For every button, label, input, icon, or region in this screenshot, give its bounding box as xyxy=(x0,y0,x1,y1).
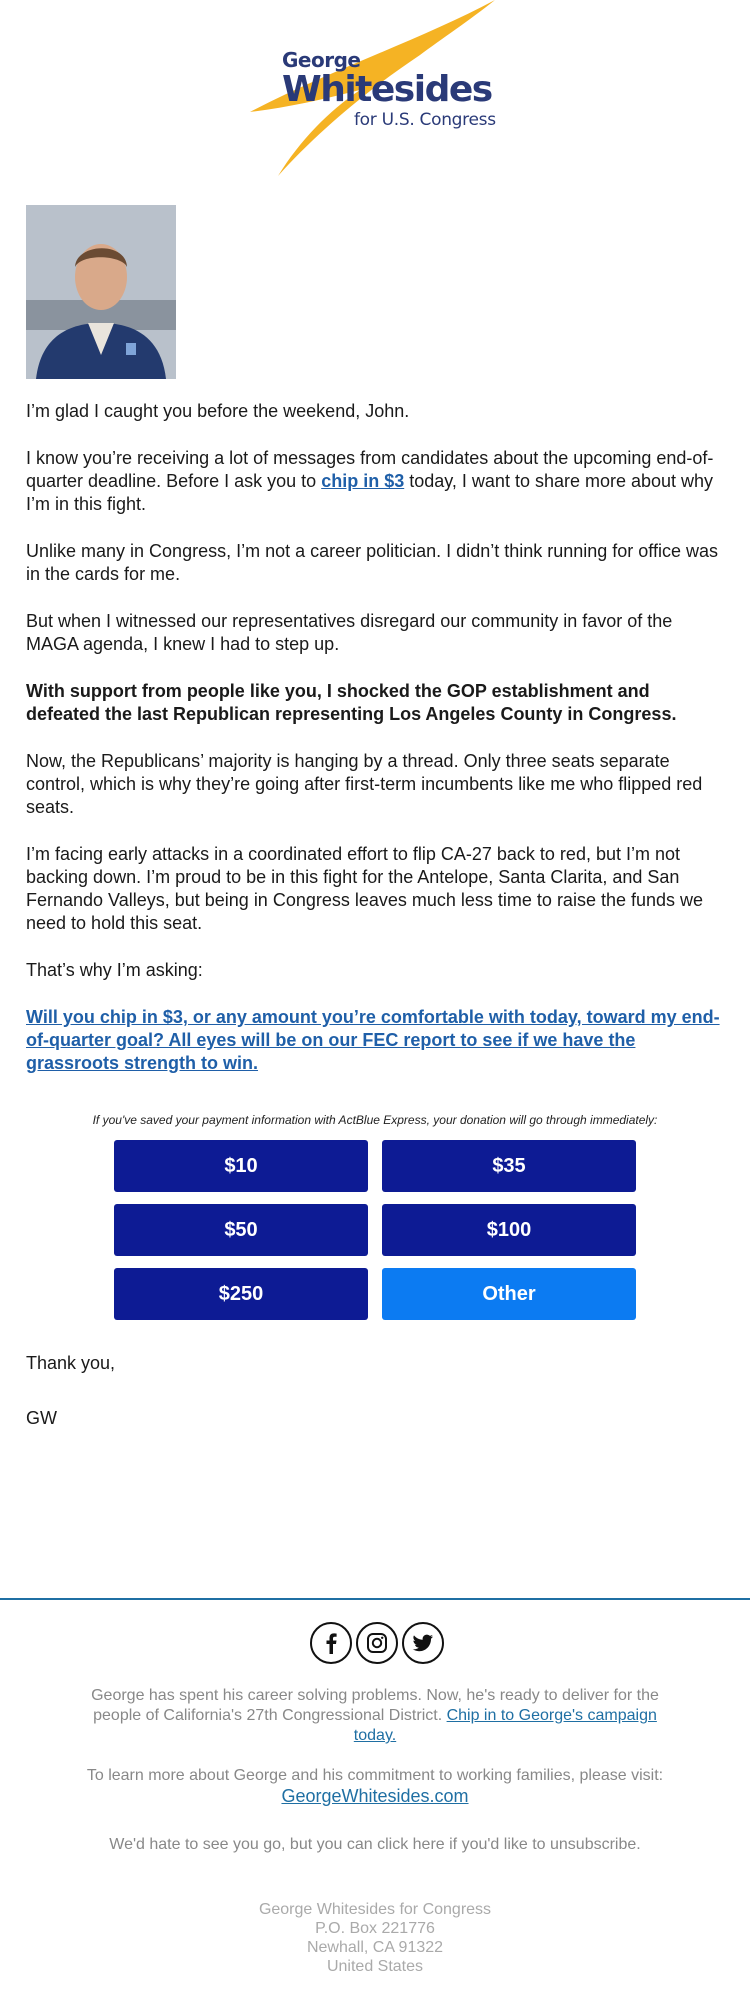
chip-in-link[interactable]: chip in $3 xyxy=(321,471,405,491)
thank-you-text: Thank you, xyxy=(26,1353,116,1373)
ask-donate-link[interactable]: Will you chip in $3, or any amount you’re comfortable with today, toward my end-of-quarter goal? All eyes will be on our FEC report to see if we have the grassroots strength to win. xyxy=(26,1007,720,1073)
majority-paragraph: Now, the Republicans’ majority is hanging by a thread. Only three seats separate control, which is why they’re going after first-term incumbents like me who flipped red seats. xyxy=(26,751,703,817)
campaign-logo[interactable] xyxy=(0,0,750,180)
instagram-icon[interactable] xyxy=(356,1622,398,1664)
mailing-address xyxy=(80,1900,670,1976)
learn-more-text: To learn more about George and his commitment to working families, please visit: xyxy=(86,1767,664,1784)
address-line: United States xyxy=(326,1958,424,1975)
logo-last-name: Whitesides xyxy=(282,69,492,110)
footer-blurb xyxy=(80,1686,670,1746)
donate-50-button[interactable]: $50 xyxy=(114,1204,368,1256)
donate-35-button[interactable]: $35 xyxy=(382,1140,636,1192)
donate-other-button[interactable]: Other xyxy=(382,1268,636,1320)
ask-paragraph xyxy=(26,1006,724,1075)
footer-learn-more xyxy=(80,1766,670,1808)
footer-divider xyxy=(0,1598,750,1600)
footer-chip-in-link[interactable]: Chip in to George's campaign today. xyxy=(353,1707,657,1744)
website-link[interactable]: GeorgeWhitesides.com xyxy=(281,1786,469,1806)
donate-10-button[interactable]: $10 xyxy=(114,1140,368,1192)
asking-paragraph: That’s why I’m asking: xyxy=(26,960,203,980)
logo-subtitle: for U.S. Congress xyxy=(354,110,496,130)
logo-wordmark xyxy=(282,50,496,129)
deadline-paragraph xyxy=(26,447,724,516)
greeting-paragraph: I’m glad I caught you before the weekend, John. xyxy=(26,401,410,421)
actblue-express-note: If you've saved your payment information with ActBlue Express, your donation will go through immediately: xyxy=(92,1113,658,1127)
donate-250-button[interactable]: $250 xyxy=(114,1268,368,1320)
facebook-icon[interactable] xyxy=(310,1622,352,1664)
candidate-portrait-icon xyxy=(26,205,176,379)
unsubscribe-text[interactable]: We'd hate to see you go, but you can click here if you'd like to unsubscribe. xyxy=(109,1836,641,1853)
address-line: George Whitesides for Congress xyxy=(258,1901,492,1918)
address-line: P.O. Box 221776 xyxy=(315,1920,435,1937)
attacks-paragraph: I’m facing early attacks in a coordinated effort to flip CA-27 back to red, but I’m not backing down. I’m proud to be in this fight for the Antelope, Santa Clarita, and San Fernando Valleys, but being in Congress leaves much less time to raise the funds we need to hold this seat. xyxy=(26,844,704,933)
social-links xyxy=(310,1622,444,1664)
footer-blurb-text: George has spent his career solving problems. Now, he's ready to deliver for the people of California's 27th Congressional District. xyxy=(91,1687,659,1724)
signoff xyxy=(26,1352,115,1462)
twitter-icon[interactable] xyxy=(402,1622,444,1664)
donate-100-button[interactable]: $100 xyxy=(382,1204,636,1256)
address-line: Newhall, CA 91322 xyxy=(306,1939,444,1956)
maga-paragraph: But when I witnessed our representatives disregard our community in favor of the MAGA agenda, I knew I had to step up. xyxy=(26,611,673,654)
deadline-text-after: today, I want to share more about why I’m in this fight. xyxy=(26,471,714,514)
email-body xyxy=(26,400,724,1099)
signature-text: GW xyxy=(26,1408,57,1428)
logo-first-name: George xyxy=(282,48,361,72)
deadline-text-before: I know you’re receiving a lot of messages from candidates about the upcoming end-of-quarter deadline. Before I ask you to xyxy=(26,448,714,491)
career-paragraph: Unlike many in Congress, I’m not a career politician. I didn’t think running for office was in the cards for me. xyxy=(26,541,718,584)
support-paragraph: With support from people like you, I shocked the GOP establishment and defeated the last Republican representing Los Angeles County in Congress. xyxy=(26,681,677,724)
candidate-photo xyxy=(26,205,176,379)
